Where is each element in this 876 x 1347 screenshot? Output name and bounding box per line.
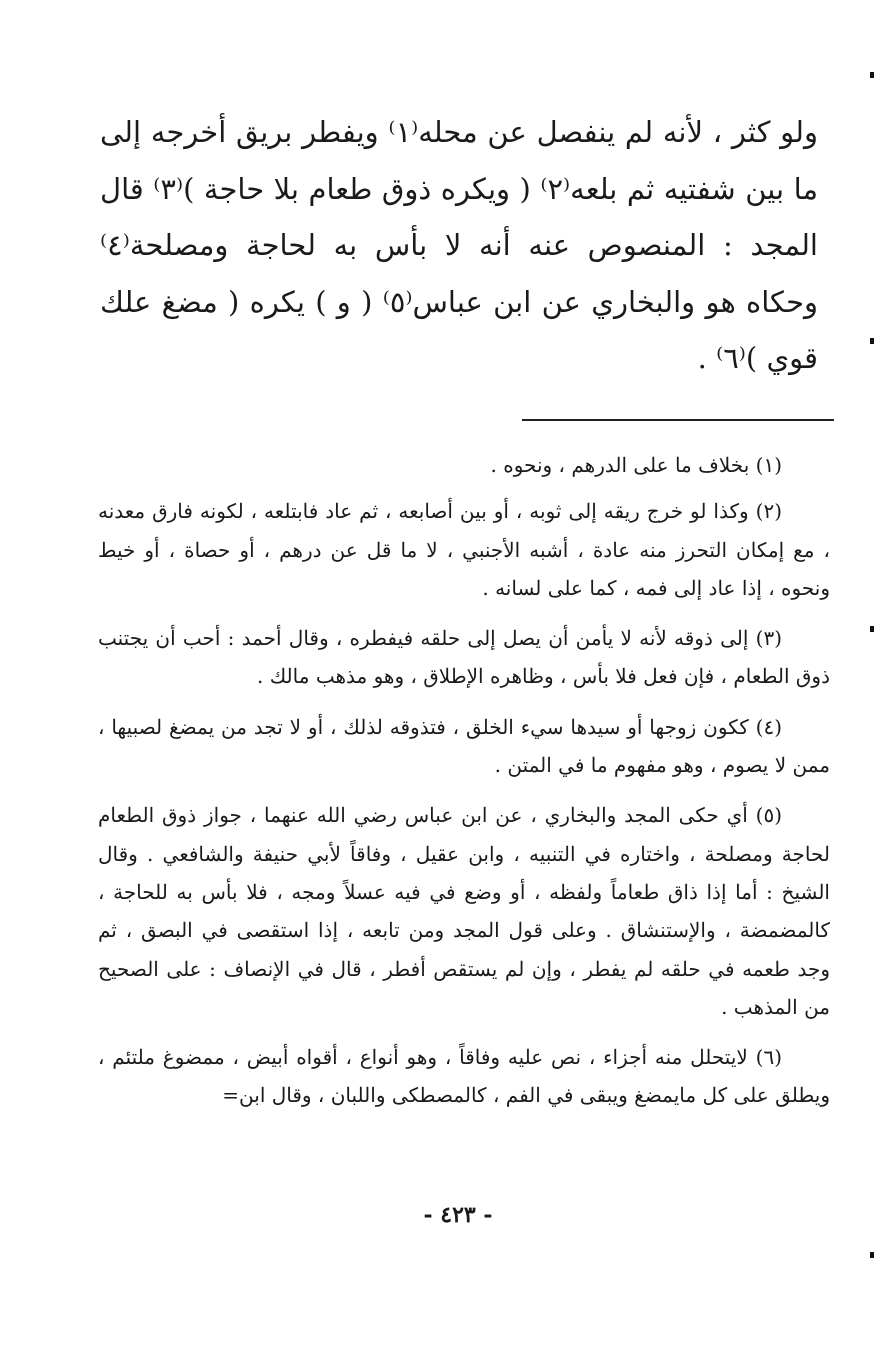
footnote-6: (٦) لايتحلل منه أجزاء ، نص عليه وفاقاً ، وهو أنواع ، أقواه أبيض ، ممضوغ ملتئم ، ويطلق على كل مايمضغ ويبقى في الفم ، كالمصطكى واللبان ، وقال ابن= xyxy=(98,1045,830,1108)
scan-edge-mark xyxy=(870,338,874,344)
scan-edge-mark xyxy=(870,1252,874,1258)
page-number: - ٤٢٣ - xyxy=(423,1202,493,1228)
main-text-paragraph: ولو كثر ، لأنه لم ينفصل عن محله⁽١⁾ ويفطر بريق أخرجه إلى ما بين شفتيه ثم بلعه⁽٢⁾ ( ويكره ذوق طعام بلا حاجة )⁽٣⁾ قال المجد : المنصوص عنه أنه لا بأس به لحاجة ومصلحة⁽٤⁾ وحكاه هو والبخاري عن ابن عباس⁽٥⁾ ( و ) يكره ( مضغ علك قوي )⁽٦⁾ . xyxy=(100,115,818,375)
scan-edge-mark xyxy=(870,72,874,78)
footnote-2: (٢) وكذا لو خرج ريقه إلى ثوبه ، أو بين أصابعه ، ثم عاد فابتلعه ، لكونه فارق معدنه ، مع إمكان التحرز منه عادة ، أشبه الأجنبي ، لا ما قل عن درهم ، أو حصاة ، أو خيط ونحوه ، إذا عاد إلى فمه ، كما على لسانه . xyxy=(98,499,830,600)
footnote-divider xyxy=(522,419,834,421)
footnote-5: (٥) أي حكى المجد والبخاري ، عن ابن عباس رضي الله عنهما ، جواز ذوق الطعام لحاجة ومصلحة ، واختاره في التنبيه ، وابن عقيل ، وفاقاً لأبي حنيفة والشافعي . وقال الشيخ : أما إذا ذاق طعاماً ولفظه ، أو وضع في فيه عسلاً ومجه ، فلا بأس به للحاجة ، كالمضمضة ، والإستنشاق . وعلى قول المجد ومن تابعه ، إذا استقصى في البصق ، ثم وجد طعمه في حلقه لم يفطر ، وإن لم يستقص أفطر ، قال في الإنصاف : على الصحيح من المذهب . xyxy=(98,803,830,1019)
scan-edge-mark xyxy=(870,626,874,632)
footnote-3: (٣) إلى ذوقه لأنه لا يأمن أن يصل إلى حلقه فيفطره ، وقال أحمد : أحب أن يجتنب ذوق الطعام ، فإن فعل فلا بأس ، وظاهره الإطلاق ، وهو مذهب مالك . xyxy=(98,626,830,689)
footnotes-section xyxy=(98,446,830,1127)
footnote-1: (١) بخلاف ما على الدرهم ، ونحوه . xyxy=(490,453,782,477)
footnote-4: (٤) ككون زوجها أو سيدها سيء الخلق ، فتذوقه لذلك ، أو لا تجد من يمضغ لصبيها ، ممن لا يصوم ، وهو مفهوم ما في المتن . xyxy=(98,714,830,778)
